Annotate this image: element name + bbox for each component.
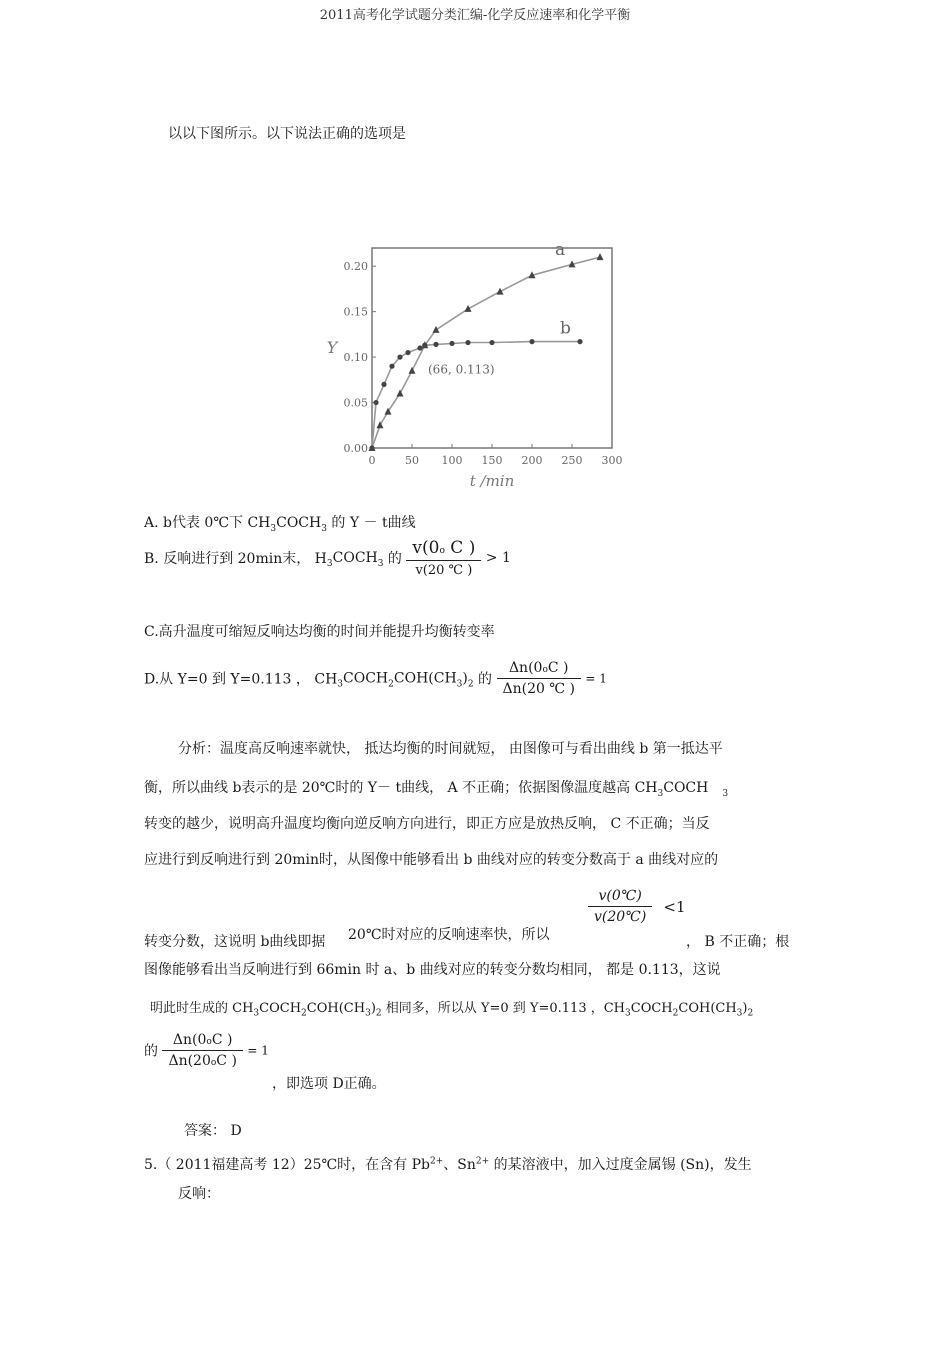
analysis-l7g: COH(CH xyxy=(678,1001,737,1016)
option-b-sub2: 3 xyxy=(377,558,384,569)
x-tick-label: 300 xyxy=(601,454,623,467)
y-tick-label: 0.00 xyxy=(343,442,368,455)
analysis-l8a: 的 xyxy=(144,1043,158,1060)
option-b-pre: B. 反响进行到 20min末， H xyxy=(144,551,327,567)
option-b-relation: > 1 xyxy=(485,550,511,566)
reaction-chart xyxy=(320,238,630,500)
option-d-sub2: 2 xyxy=(388,679,394,690)
option-d-sub4: 2 xyxy=(467,679,474,690)
option-d-sub1: 3 xyxy=(337,679,344,690)
analysis-l8-num: Δn(0 xyxy=(172,1032,207,1048)
analysis-l7c: COH(CH xyxy=(306,1001,366,1016)
y-axis-label: Y xyxy=(326,338,338,357)
option-d-num-sub: o xyxy=(542,665,548,675)
analysis-line-6: 图像能够看出当反响进行到 66min 时 a、b 曲线对应的转变分数均相同， 都是 0.113，这说 xyxy=(144,962,721,978)
analysis-line-5b: 20℃时对应的反响速率快，所以 xyxy=(348,927,550,943)
analysis-l8-den-sub: o xyxy=(210,1058,217,1068)
analysis-l7e: 相同多，所以从 Y=0 到 Y=0.113 ，CH xyxy=(381,1001,626,1016)
analysis-l8-num-sub: o xyxy=(206,1037,212,1047)
analysis-l8-num-end: C ) xyxy=(211,1032,233,1048)
option-d-pre: D.从 Y=0 到 Y=0.113 ， CH xyxy=(144,671,338,688)
option-b-sub1: 3 xyxy=(326,558,333,569)
analysis-l7-sub8: 2 xyxy=(747,1008,754,1019)
series-b-point xyxy=(489,340,494,345)
x-tick-label: 200 xyxy=(521,454,543,467)
option-d-end: ) xyxy=(462,670,468,687)
series-b-point xyxy=(433,342,438,347)
series-b-label: b xyxy=(560,318,571,339)
y-tick-label: 0.15 xyxy=(343,305,368,319)
series-b-point xyxy=(422,343,427,348)
analysis-l7-sub5: 3 xyxy=(625,1008,631,1019)
option-a-pre: A. b代表 0℃下 CH xyxy=(144,515,271,531)
series-b-point xyxy=(389,364,394,369)
series-b-point xyxy=(449,341,454,346)
analysis-l7-sub3: 3 xyxy=(365,1008,371,1019)
question-5-line-2: 反响： xyxy=(178,1186,220,1202)
option-d xyxy=(144,660,607,697)
analysis-l2-sub2: 3 xyxy=(722,788,729,799)
analysis-frac-num: v(0℃) xyxy=(588,888,652,907)
x-tick-label: 0 xyxy=(368,454,376,467)
series-b-point xyxy=(529,339,534,344)
option-d-mid: COCH xyxy=(343,670,389,687)
option-b-den: v(20 ℃ ) xyxy=(415,563,473,578)
series-b-point xyxy=(577,339,582,344)
analysis-line-5a: 转变分数，这说明 b曲线即据 xyxy=(144,934,326,950)
analysis-l7-sub1: 3 xyxy=(253,1008,260,1019)
analysis-l7-sub4: 2 xyxy=(375,1008,382,1019)
option-c: C.高升温度可缩短反响达均衡的时间并能提升均衡转变率 xyxy=(144,624,495,640)
x-axis-label: t /min xyxy=(469,472,515,490)
option-b xyxy=(144,538,511,578)
analysis-line-7 xyxy=(150,997,753,1019)
analysis-l8-den: Δn(20 xyxy=(168,1053,211,1069)
option-d-relation: = 1 xyxy=(585,671,607,686)
series-b-line xyxy=(372,342,580,448)
answer: 答案： D xyxy=(184,1123,242,1139)
q5-l1b: 、Sn xyxy=(443,1157,476,1173)
analysis-l7f: COCH xyxy=(630,1001,673,1016)
option-b-num: v(0 xyxy=(412,538,440,558)
option-a xyxy=(144,512,416,534)
question-intro: 以以下图所示。以下说法正确的选项是 xyxy=(168,126,406,142)
series-b-point xyxy=(373,400,378,405)
q5-sup1: 2+ xyxy=(430,1156,444,1167)
option-b-fraction xyxy=(406,538,481,578)
analysis-l8-relation: = 1 xyxy=(247,1043,269,1058)
analysis-line-8b: ，即选项 D正确。 xyxy=(272,1076,386,1092)
x-tick-label: 250 xyxy=(561,454,583,467)
analysis-line-4: 应进行到反响进行到 20min时，从图像中能够看出 b 曲线对应的转变分数高于 a 曲线对应的 xyxy=(144,852,719,868)
series-a-point xyxy=(409,367,416,374)
series-a-point xyxy=(433,326,440,333)
analysis-line-1: 分析：温度高反响速率就快， 抵达均衡的时间就短， 由图像可与看出曲线 b 第一抵达平 xyxy=(178,741,723,757)
option-d-fraction xyxy=(497,660,581,697)
series-a-label: a xyxy=(555,240,566,261)
analysis-fraction xyxy=(588,888,686,925)
analysis-line-3: 转变的越少，说明高升温度均衡向逆反响方向进行，即正方应是放热反响， C 不正确；当反 xyxy=(144,816,710,832)
analysis-l2-sub1: 3 xyxy=(657,788,664,799)
option-d-den: Δn(20 ℃ ) xyxy=(502,681,575,697)
option-a-sub2: 3 xyxy=(321,523,327,534)
q5-l1c: 的某溶液中，加入过度金属锡 (Sn)，发生 xyxy=(489,1157,752,1173)
y-tick-label: 0.05 xyxy=(343,396,368,410)
page-header: 2011高考化学试题分类汇编-化学反应速率和化学平衡 xyxy=(319,8,631,23)
analysis-l7b: COCH xyxy=(259,1001,302,1016)
analysis-l2b: COCH xyxy=(663,780,709,796)
option-d-sub3: 3 xyxy=(456,679,463,690)
analysis-l7a: 明此时生成的 CH xyxy=(150,1001,254,1016)
option-b-num-end: C ) xyxy=(444,538,476,558)
analysis-l7-sub6: 2 xyxy=(672,1008,679,1019)
series-b-point xyxy=(381,382,386,387)
analysis-l8-den-end: C ) xyxy=(216,1053,237,1069)
series-b-point xyxy=(397,354,402,359)
y-tick-label: 0.10 xyxy=(343,351,368,365)
q5-sup2: 2+ xyxy=(475,1156,490,1167)
x-tick-label: 150 xyxy=(481,454,503,467)
option-b-mid: COCH xyxy=(332,550,378,566)
option-a-post: 的 Y － t曲线 xyxy=(326,515,416,531)
analysis-frac-relation: <1 xyxy=(663,897,686,916)
analysis-l8-fraction xyxy=(162,1032,242,1069)
analysis-line-8 xyxy=(144,1032,269,1069)
analysis-line-2 xyxy=(144,777,728,799)
analysis-frac-den: v(20℃) xyxy=(594,909,647,925)
analysis-l2a: 衡，所以曲线 b表示的是 20℃时的 Y－ t曲线， A 不正确；依据图像温度越高 CH xyxy=(144,780,658,796)
analysis-l7-sub7: 3 xyxy=(736,1008,743,1019)
analysis-line-5c: ， B 不正确；根 xyxy=(686,934,790,950)
analysis-l7h: ) xyxy=(742,1001,748,1016)
option-d-num: Δn(0 xyxy=(508,660,543,676)
option-a-sub1: 3 xyxy=(270,523,277,534)
plot-frame xyxy=(372,248,612,448)
series-b-point xyxy=(405,350,410,355)
analysis-l7-sub2: 2 xyxy=(301,1008,307,1019)
x-tick-label: 50 xyxy=(405,454,419,467)
series-a-point xyxy=(597,253,604,260)
q5-l1a: 5.（ 2011福建高考 12）25℃时，在含有 Pb xyxy=(144,1157,431,1173)
option-b-num-sub: o xyxy=(439,546,445,556)
option-d-mid2: COH(CH xyxy=(393,670,457,687)
analysis-l7d: ) xyxy=(370,1001,376,1016)
series-b-point xyxy=(369,445,374,450)
point-annotation: (66, 0.113) xyxy=(428,362,495,377)
option-a-mid: COCH xyxy=(276,515,322,531)
x-tick-label: 100 xyxy=(441,454,463,467)
series-b-point xyxy=(417,345,422,350)
series-b-point xyxy=(465,340,470,345)
y-tick-label: 0.20 xyxy=(343,260,368,274)
chart-svg xyxy=(320,238,630,500)
option-d-post: 的 xyxy=(473,671,493,688)
option-d-num-end: C ) xyxy=(547,660,569,676)
option-b-post: 的 xyxy=(383,551,402,567)
question-5-line-1 xyxy=(144,1154,752,1174)
